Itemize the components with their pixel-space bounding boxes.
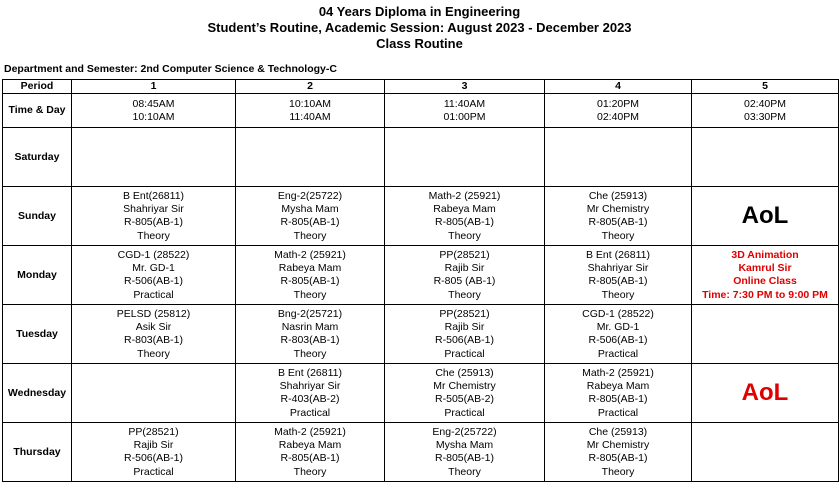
empty-cell bbox=[545, 128, 692, 187]
time-slot-5: 02:40PM 03:30PM bbox=[692, 94, 839, 128]
class-cell: B Ent (26811) Shahriyar Sir R-805(AB-1) Theory bbox=[545, 246, 692, 305]
time-slot-3: 11:40AM 01:00PM bbox=[385, 94, 545, 128]
class-cell: Math-2 (25921) Rabeya Mam R-805(AB-1) Theory bbox=[236, 246, 385, 305]
time-slot-2: 10:10AM 11:40AM bbox=[236, 94, 385, 128]
time-slot-1: 08:45AM 10:10AM bbox=[72, 94, 236, 128]
empty-cell bbox=[692, 128, 839, 187]
class-cell: Math-2 (25921) Rabeya Mam R-805(AB-1) Practical bbox=[545, 364, 692, 423]
period-5: 5 bbox=[692, 80, 839, 94]
empty-cell bbox=[236, 128, 385, 187]
row-tuesday bbox=[3, 305, 839, 364]
class-cell: Bng-2(25721) Nasrin Mam R-803(AB-1) Theory bbox=[236, 305, 385, 364]
class-cell: CGD-1 (28522) Mr. GD-1 R-506(AB-1) Practical bbox=[545, 305, 692, 364]
title-session: Student’s Routine, Academic Session: August 2023 - December 2023 bbox=[207, 20, 632, 35]
class-cell: B Ent(26811) Shahriyar Sir R-805(AB-1) Theory bbox=[72, 187, 236, 246]
period-4: 4 bbox=[545, 80, 692, 94]
time-row bbox=[3, 94, 839, 128]
empty-cell bbox=[692, 305, 839, 364]
class-cell: PP(28521) Rajib Sir R-506(AB-1) Practical bbox=[385, 305, 545, 364]
aol-cell bbox=[692, 364, 839, 423]
aol-label: AoL bbox=[741, 202, 789, 230]
class-cell: PELSD (25812) Asik Sir R-803(AB-1) Theory bbox=[72, 305, 236, 364]
row-sunday bbox=[3, 187, 839, 246]
class-cell: Eng-2(25722) Mysha Mam R-805(AB-1) Theory bbox=[236, 187, 385, 246]
class-cell: Math-2 (25921) Rabeya Mam R-805(AB-1) Theory bbox=[236, 423, 385, 482]
title-diploma: 04 Years Diploma in Engineering bbox=[318, 4, 521, 19]
day-sunday: Sunday bbox=[3, 187, 72, 246]
period-1: 1 bbox=[72, 80, 236, 94]
class-cell: CGD-1 (28522) Mr. GD-1 R-506(AB-1) Practical bbox=[72, 246, 236, 305]
class-cell: PP(28521) Rajib Sir R-506(AB-1) Practical bbox=[72, 423, 236, 482]
department-semester: Department and Semester: 2nd Computer Science & Technology-C bbox=[4, 63, 337, 75]
aol-label: AoL bbox=[741, 379, 789, 407]
empty-cell bbox=[72, 364, 236, 423]
aol-cell bbox=[692, 187, 839, 246]
day-wednesday: Wednesday bbox=[3, 364, 72, 423]
class-cell: Che (25913) Mr Chemistry R-805(AB-1) Theory bbox=[545, 187, 692, 246]
row-monday bbox=[3, 246, 839, 305]
class-cell: PP(28521) Rajib Sir R-805 (AB-1) Theory bbox=[385, 246, 545, 305]
class-cell: B Ent (26811) Shahriyar Sir R-403(AB-2) Practical bbox=[236, 364, 385, 423]
class-cell: Che (25913) Mr Chemistry R-805(AB-1) Theory bbox=[545, 423, 692, 482]
period-label: Period bbox=[3, 80, 72, 94]
empty-cell bbox=[692, 423, 839, 482]
row-thursday bbox=[3, 423, 839, 482]
row-wednesday bbox=[3, 364, 839, 423]
day-thursday: Thursday bbox=[3, 423, 72, 482]
day-tuesday: Tuesday bbox=[3, 305, 72, 364]
time-slot-4: 01:20PM 02:40PM bbox=[545, 94, 692, 128]
day-saturday: Saturday bbox=[3, 128, 72, 187]
empty-cell bbox=[72, 128, 236, 187]
routine-table bbox=[2, 79, 839, 482]
period-3: 3 bbox=[385, 80, 545, 94]
class-cell: Che (25913) Mr Chemistry R-505(AB-2) Practical bbox=[385, 364, 545, 423]
period-header-row bbox=[3, 80, 839, 94]
time-day-label: Time & Day bbox=[3, 94, 72, 128]
class-cell: Math-2 (25921) Rabeya Mam R-805(AB-1) Theory bbox=[385, 187, 545, 246]
class-cell: Eng-2(25722) Mysha Mam R-805(AB-1) Theory bbox=[385, 423, 545, 482]
empty-cell bbox=[385, 128, 545, 187]
day-monday: Monday bbox=[3, 246, 72, 305]
title-routine: Class Routine bbox=[376, 36, 463, 51]
period-2: 2 bbox=[236, 80, 385, 94]
online-class-cell: 3D Animation Kamrul Sir Online Class Time: 7:30 PM to 9:00 PM bbox=[692, 246, 839, 305]
row-saturday bbox=[3, 128, 839, 187]
